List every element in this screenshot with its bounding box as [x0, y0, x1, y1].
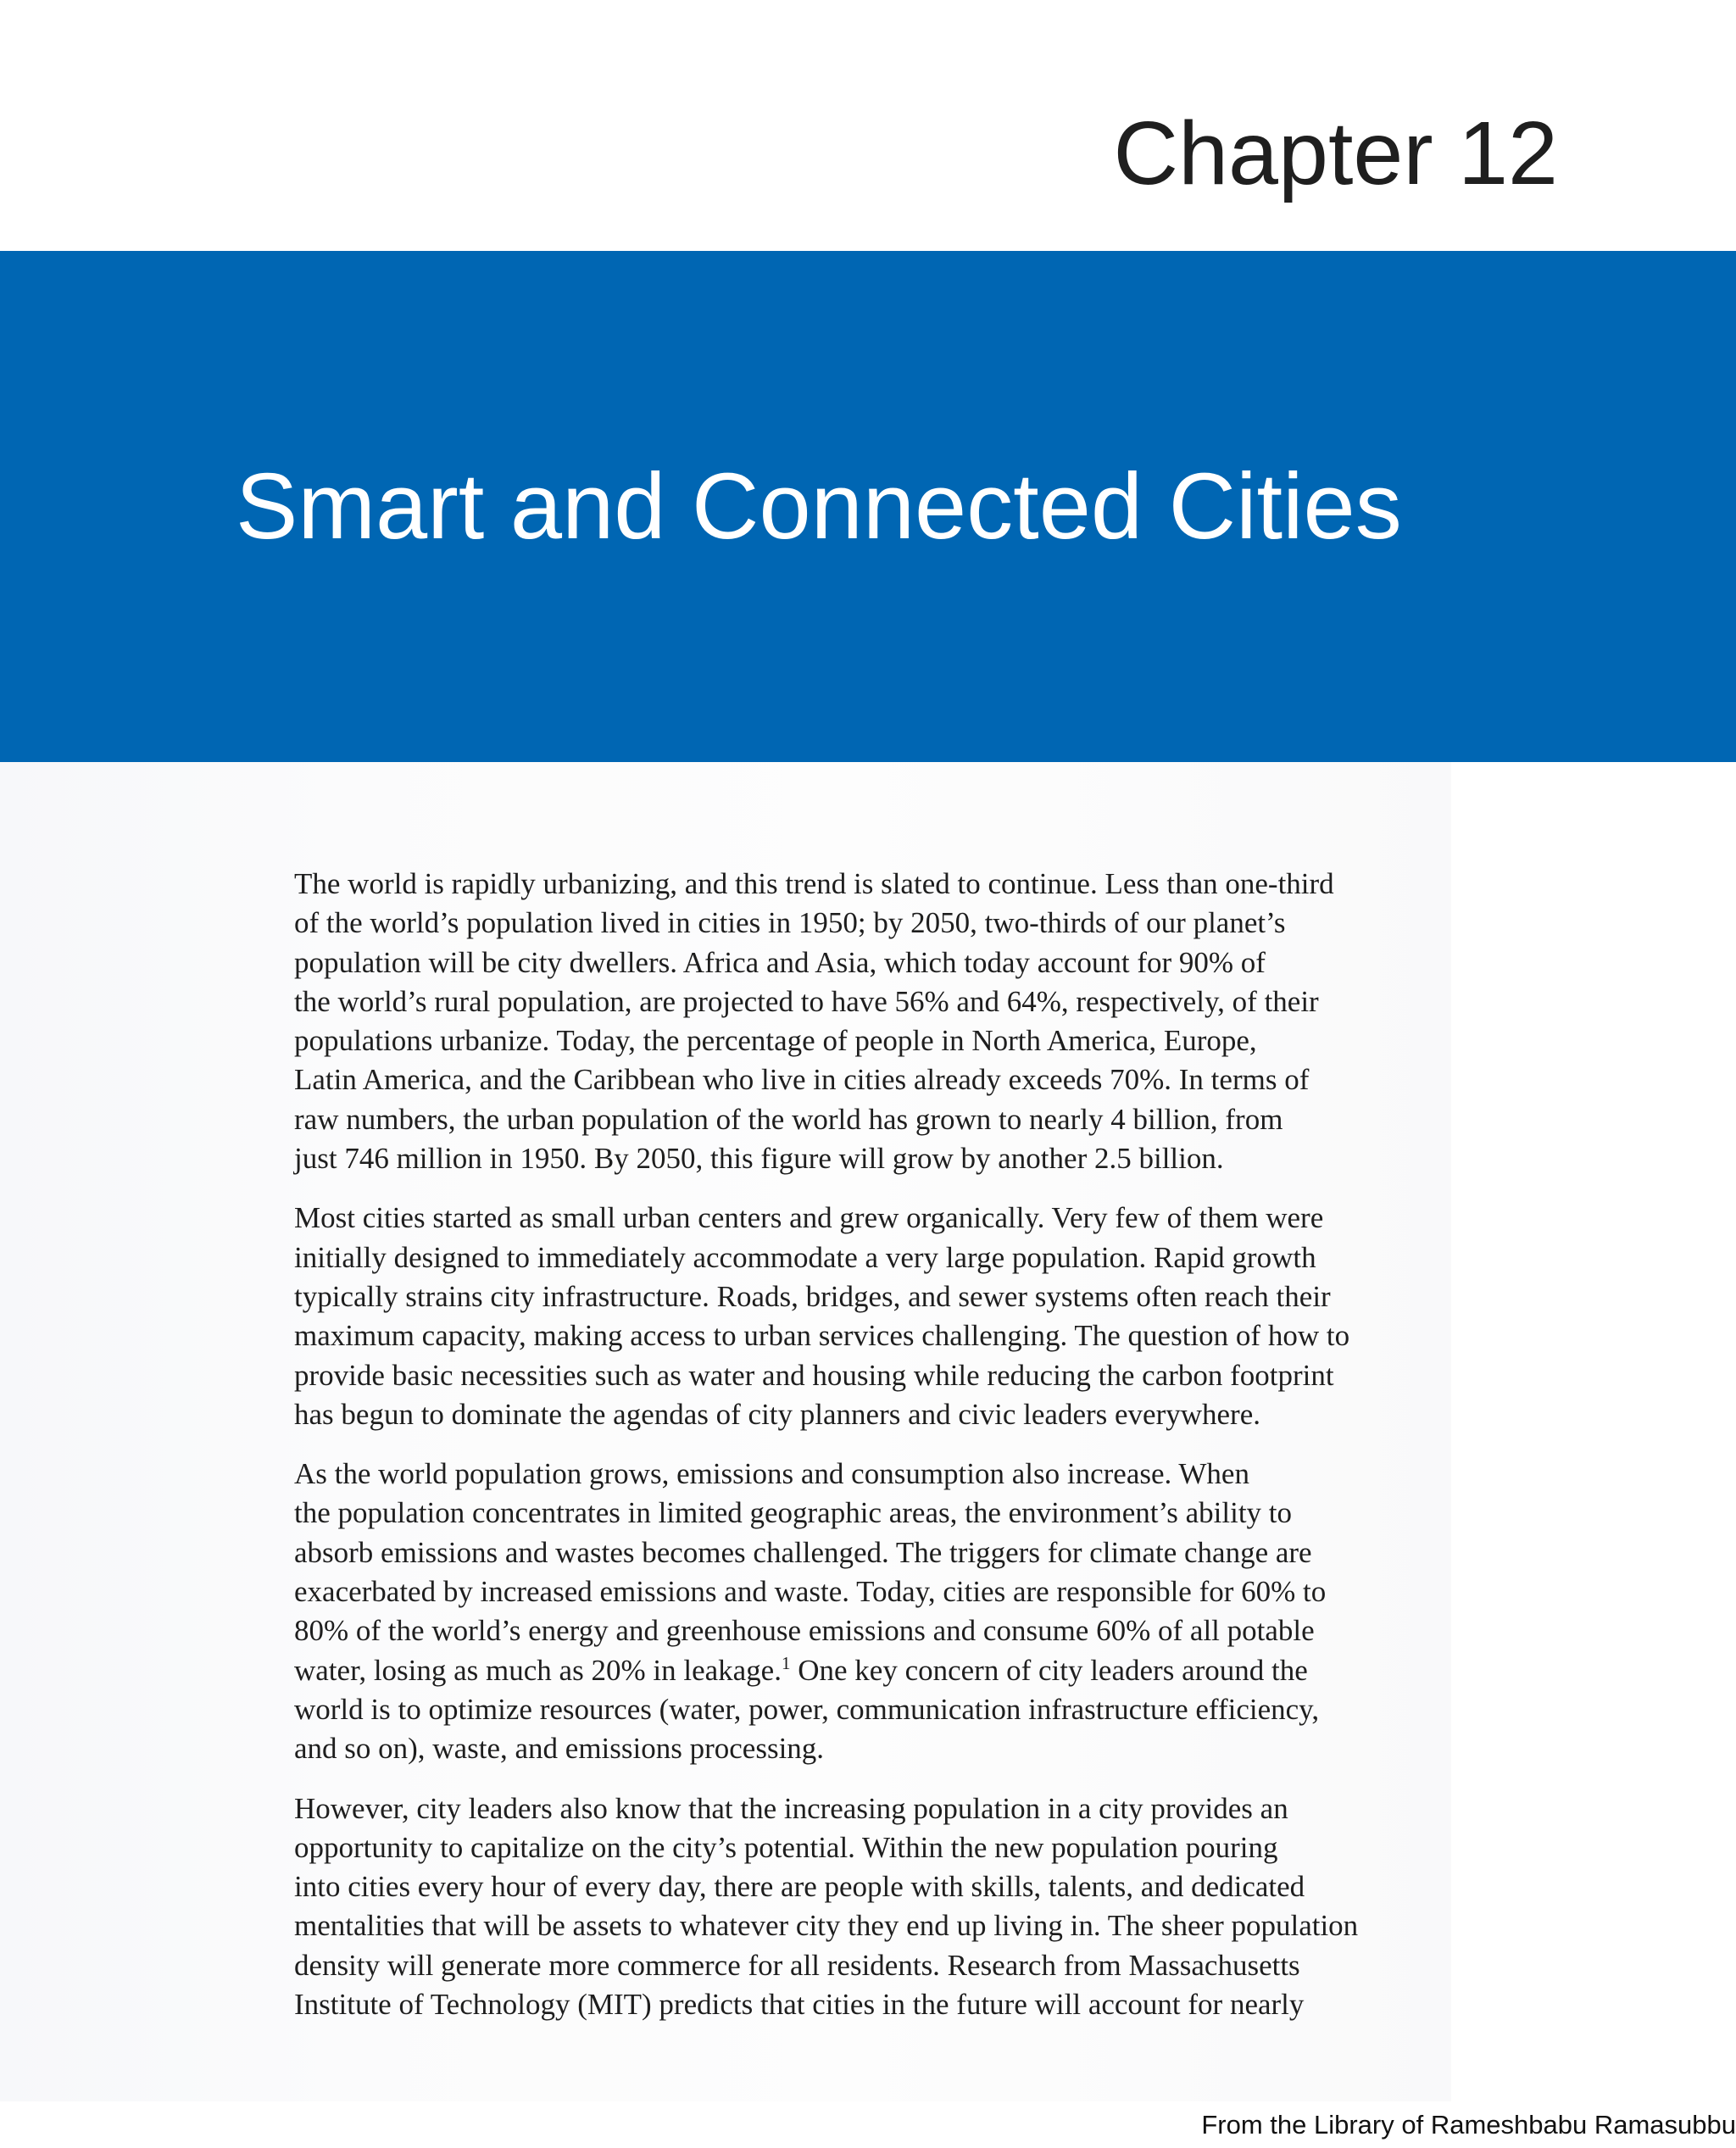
text-line: of the world’s population lived in cities in 1950; by 2050, two-thirds of our planet’s	[294, 906, 1286, 940]
text-line: The world is rapidly urbanizing, and this trend is slated to continue. Less than one-third	[294, 867, 1334, 900]
text-line: Institute of Technology (MIT) predicts that cities in the future will account for nearly	[294, 1988, 1305, 2022]
text-line: 80% of the world’s energy and greenhouse emissions and consume 60% of all potable	[294, 1614, 1315, 1648]
text-line: and so on), waste, and emissions processing.	[294, 1732, 825, 1766]
text-line: into cities every hour of every day, there are people with skills, talents, and dedicated	[294, 1870, 1305, 1904]
text-line: just 746 million in 1950. By 2050, this figure will grow by another 2.5 billion.	[294, 1142, 1224, 1176]
footnote-marker: 1	[781, 1652, 791, 1673]
text-segment: water, losing as much as 20% in leakage.	[294, 1653, 782, 1687]
text-line: raw numbers, the urban population of the world has grown to nearly 4 billion, from	[294, 1102, 1283, 1136]
text-line: density will generate more commerce for all residents. Research from Massachusetts	[294, 1948, 1300, 1982]
text-line: absorb emissions and wastes becomes challenged. The triggers for climate change are	[294, 1535, 1312, 1569]
paragraph-4	[294, 1789, 1447, 2025]
paragraph-3	[294, 1455, 1447, 1768]
text-line: However, city leaders also know that the increasing population in a city provides an	[294, 1791, 1288, 1825]
text-line: typically strains city infrastructure. Roads, bridges, and sewer systems often reach their	[294, 1279, 1331, 1313]
text-line: Latin America, and the Caribbean who live in cities already exceeds 70%. In terms of	[294, 1063, 1310, 1097]
library-watermark: From the Library of Rameshbabu Ramasubbu	[1201, 2110, 1736, 2140]
text-line: populations urbanize. Today, the percentage of people in North America, Europe,	[294, 1024, 1257, 1058]
text-line: world is to optimize resources (water, power, communication infrastructure efficiency,	[294, 1692, 1320, 1726]
text-line: As the world population grows, emissions and consumption also increase. When	[294, 1457, 1249, 1491]
text-line: maximum capacity, making access to urban services challenging. The question of how to	[294, 1319, 1350, 1353]
text-line: population will be city dwellers. Africa and Asia, which today account for 90% of	[294, 945, 1266, 979]
chapter-number: Chapter 12	[1113, 103, 1558, 203]
text-line: Most cities started as small urban centers and grew organically. Very few of them were	[294, 1201, 1324, 1235]
text-line: provide basic necessities such as water and housing while reducing the carbon footprint	[294, 1358, 1334, 1392]
text-line: exacerbated by increased emissions and waste. Today, cities are responsible for 60% to	[294, 1575, 1327, 1609]
text-line-with-footnote	[294, 1651, 1447, 1690]
text-segment: One key concern of city leaders around the	[790, 1653, 1308, 1687]
title-banner	[0, 251, 1736, 762]
text-line: initially designed to immediately accommodate a very large population. Rapid growth	[294, 1240, 1316, 1274]
text-line: the world’s rural population, are projected to have 56% and 64%, respectively, of their	[294, 984, 1319, 1018]
paragraph-1	[294, 865, 1447, 1178]
text-line: opportunity to capitalize on the city’s potential. Within the new population pouring	[294, 1830, 1278, 1864]
chapter-title: Smart and Connected Cities	[236, 454, 1402, 559]
text-line: mentalities that will be assets to whatever city they end up living in. The sheer population	[294, 1909, 1359, 1943]
text-line: has begun to dominate the agendas of city planners and civic leaders everywhere.	[294, 1397, 1260, 1431]
paragraph-2	[294, 1199, 1447, 1434]
text-line: the population concentrates in limited geographic areas, the environment’s ability to	[294, 1496, 1293, 1530]
chapter-body	[294, 865, 1447, 2045]
